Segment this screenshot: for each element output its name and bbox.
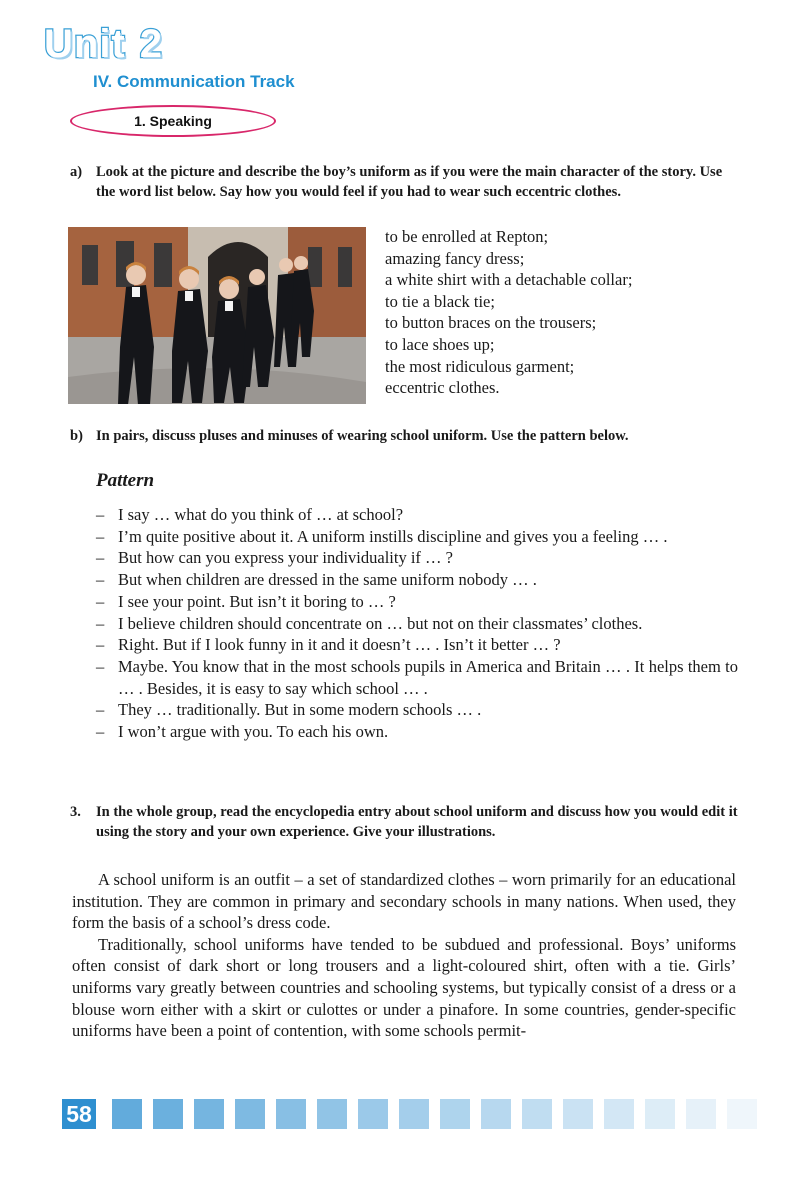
task-a xyxy=(70,162,738,202)
decorative-square xyxy=(317,1099,347,1129)
word-list-item: to button braces on the trousers; xyxy=(385,313,597,333)
dialogue-line: – I’m quite positive about it. A uniform instills discipline and gives you a feeling … . xyxy=(96,526,738,548)
decorative-square xyxy=(276,1099,306,1129)
decorative-square xyxy=(112,1099,142,1129)
task-3 xyxy=(70,802,738,842)
task-b xyxy=(70,426,738,446)
word-list-item: eccentric clothes. xyxy=(385,378,500,398)
page-number: 58 xyxy=(62,1099,96,1129)
pattern-dialogue xyxy=(96,504,738,743)
dialogue-line: – I say … what do you think of … at school? xyxy=(96,504,738,526)
entry-paragraph: Traditionally, school uniforms have tended to be subdued and professional. Boys’ uniforms often consist of dark short or long trousers and a light-coloured shirt, often with a tie. Girls’ uniforms vary greatly between countries and schooling systems, but typically consist of a dress or a blouse worn either with a skirt or culottes or under a pinafore. In some countries, gender-specific uniforms have been a point of contention, with some schools permit- xyxy=(72,934,736,1041)
decorative-square xyxy=(645,1099,675,1129)
task-a-label: a) xyxy=(70,164,83,180)
decorative-square xyxy=(481,1099,511,1129)
task-b-label: b) xyxy=(70,428,83,444)
task-a-text: Look at the picture and describe the boy’s uniform as if you were the main character of the story. Use the word list below. Say how you would feel if you had to wear such eccentric clothes. xyxy=(96,164,723,200)
task-b-text: In pairs, discuss pluses and minuses of wearing school uniform. Use the pattern below. xyxy=(96,428,629,444)
decorative-square xyxy=(194,1099,224,1129)
speaking-heading: 1. Speaking xyxy=(70,105,276,137)
dialogue-line: – They … traditionally. But in some modern schools … . xyxy=(96,699,738,721)
unit-word: Unit xyxy=(44,22,126,66)
section-title: IV. Communication Track xyxy=(93,72,295,91)
word-list-item: to tie a black tie; xyxy=(385,291,495,311)
entry-paragraph: A school uniform is an outfit – a set of standardized clothes – worn primarily for an educational institution. They are common in primary and secondary schools in many nations. When used, they form the basis of a school’s dress code. xyxy=(72,870,736,933)
decorative-square xyxy=(399,1099,429,1129)
decorative-square xyxy=(686,1099,716,1129)
dialogue-line: – But when children are dressed in the same uniform nobody … . xyxy=(96,569,738,591)
word-list-item: to be enrolled at Repton; xyxy=(385,227,549,246)
word-list xyxy=(385,226,632,399)
decorative-square xyxy=(440,1099,470,1129)
word-list-item: a white shirt with a detachable collar; xyxy=(385,270,633,290)
school-boys-photo xyxy=(68,227,366,404)
word-list-item: the most ridiculous garment; xyxy=(385,356,575,376)
dialogue-line: – Maybe. You know that in the most schools pupils in America and Britain … . It helps them to … . Besides, it is easy to say which school … . xyxy=(96,656,738,699)
task-3-text: In the whole group, read the encyclopedia entry about school uniform and discuss how you would edit it using the story and your own experience. Give your illustrations. xyxy=(96,804,738,840)
decorative-square xyxy=(522,1099,552,1129)
pattern-title: Pattern xyxy=(96,470,155,491)
word-list-item: amazing fancy dress; xyxy=(385,248,525,268)
decorative-square xyxy=(153,1099,183,1129)
decorative-square xyxy=(727,1099,757,1129)
unit-title xyxy=(44,22,163,67)
dialogue-line: – I see your point. But isn’t it boring to … ? xyxy=(96,591,738,613)
dialogue-line: – I won’t argue with you. To each his own. xyxy=(96,721,738,743)
word-list-item: to lace shoes up; xyxy=(385,334,495,354)
decorative-square xyxy=(358,1099,388,1129)
task-3-label: 3. xyxy=(70,804,81,820)
decorative-square xyxy=(563,1099,593,1129)
dialogue-line: – Right. But if I look funny in it and it doesn’t … . Isn’t it better … ? xyxy=(96,634,738,656)
decorative-square xyxy=(235,1099,265,1129)
encyclopedia-entry xyxy=(72,869,736,1042)
dialogue-line: – I believe children should concentrate on … but not on their classmates’ clothes. xyxy=(96,613,738,635)
unit-number: 2 xyxy=(139,22,164,66)
dialogue-line: – But how can you express your individuality if … ? xyxy=(96,547,738,569)
decorative-square xyxy=(604,1099,634,1129)
